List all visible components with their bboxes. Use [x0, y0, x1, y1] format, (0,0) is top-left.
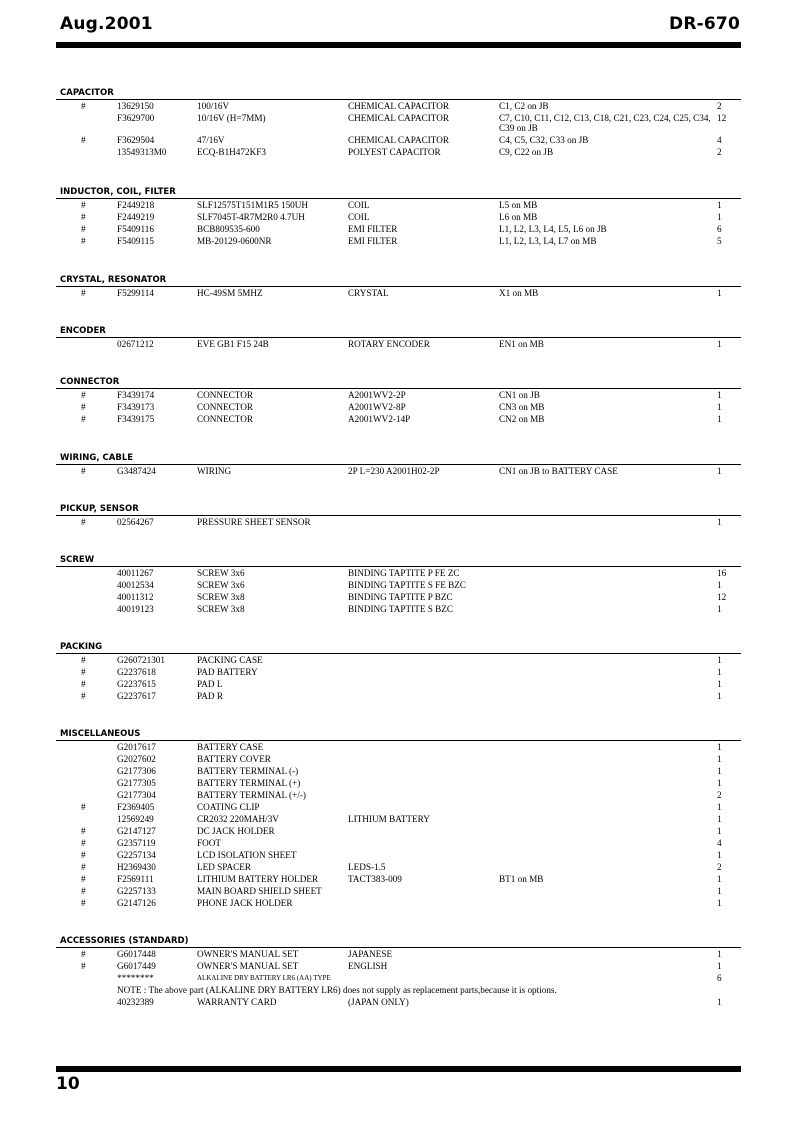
location-cell [499, 591, 711, 592]
table-row [60, 235, 741, 247]
parts-section [60, 376, 741, 425]
part-number-cell: F3439174 [117, 390, 155, 400]
part-number-cell: G2027602 [117, 754, 156, 764]
description-cell: ALKALINE DRY BATTERY LR6 (AA) TYPE [197, 974, 331, 982]
table-row [60, 401, 741, 413]
part-number-cell: F3629504 [117, 135, 155, 145]
part-number-cell: G2177304 [117, 790, 156, 800]
location-cell [499, 897, 711, 898]
section-title: INDUCTOR, COIL, FILTER [60, 187, 176, 197]
quantity-cell: 2 [717, 862, 722, 872]
section-title: CAPACITOR [60, 88, 114, 98]
spec-cell: POLYEST CAPACITOR [348, 147, 441, 157]
description-cell: BATTERY COVER [197, 754, 271, 764]
location-cell [499, 885, 711, 886]
note-row [60, 984, 741, 996]
description-cell: 47/16V [197, 135, 225, 145]
table-row [60, 666, 741, 678]
table-row [60, 873, 741, 885]
spec-cell: A2001WV2-2P [348, 390, 406, 400]
section-title: WIRING, CABLE [60, 453, 134, 463]
mark-cell: # [81, 898, 86, 908]
quantity-cell: 1 [717, 826, 722, 836]
spec-cell: CHEMICAL CAPACITOR [348, 101, 449, 111]
spec-cell: COIL [348, 212, 370, 222]
description-cell: SCREW 3x8 [197, 592, 245, 602]
part-number-cell: F2369405 [117, 802, 155, 812]
table-row [60, 413, 741, 425]
location-cell [499, 567, 711, 568]
location-cell [499, 825, 711, 826]
table-row [60, 516, 741, 528]
table-row [60, 579, 741, 591]
parts-section [60, 325, 741, 350]
description-cell: SLF7045T-4R7M2R0 4.7UH [197, 212, 305, 222]
spec-cell: EMI FILTER [348, 236, 398, 246]
location-cell: C9, C22 on JB [499, 147, 554, 157]
quantity-cell: 1 [717, 814, 722, 824]
spec-cell: COIL [348, 200, 370, 210]
quantity-cell: 1 [717, 949, 722, 959]
part-number-cell: 02564267 [117, 517, 154, 527]
location-cell: BT1 on MB [499, 874, 544, 884]
quantity-cell: 4 [717, 135, 722, 145]
quantity-cell: 1 [717, 691, 722, 701]
quantity-cell: 2 [717, 790, 722, 800]
location-cell [499, 579, 711, 580]
table-row [60, 765, 741, 777]
part-number-cell: G2257133 [117, 886, 156, 896]
quantity-cell: 1 [717, 886, 722, 896]
description-cell: WIRING [197, 466, 232, 476]
section-title: CONNECTOR [60, 377, 120, 387]
table-row [60, 813, 741, 825]
location-cell: X1 on MB [499, 288, 539, 298]
table-row [60, 100, 741, 112]
part-number-cell: G2237615 [117, 679, 156, 689]
quantity-cell: 1 [717, 742, 722, 752]
mark-cell: # [81, 961, 86, 971]
description-cell: PRESSURE SHEET SENSOR [197, 517, 311, 527]
part-number-cell: F3439173 [117, 402, 155, 412]
description-cell: PAD L [197, 679, 223, 689]
part-number-cell: G6017448 [117, 949, 156, 959]
quantity-cell: 1 [717, 212, 722, 222]
location-cell [499, 516, 711, 517]
parts-section [60, 728, 741, 909]
table-row [60, 591, 741, 603]
table-row [60, 146, 741, 158]
parts-section [60, 503, 741, 528]
mark-cell: # [81, 200, 86, 210]
footer-rule [56, 1066, 741, 1072]
quantity-cell: 1 [717, 778, 722, 788]
description-cell: FOOT [197, 838, 221, 848]
table-row [60, 741, 741, 753]
mark-cell: # [81, 874, 86, 884]
mark-cell: # [81, 679, 86, 689]
table-row [60, 199, 741, 211]
mark-cell: # [81, 236, 86, 246]
table-row [60, 801, 741, 813]
table-row [60, 223, 741, 235]
description-cell: BATTERY CASE [197, 742, 264, 752]
parts-section [60, 186, 741, 247]
section-title: PACKING [60, 642, 103, 652]
quantity-cell: 1 [717, 339, 722, 349]
spec-cell: JAPANESE [348, 949, 393, 959]
location-cell [499, 837, 711, 838]
quantity-cell: 2 [717, 147, 722, 157]
quantity-cell: 1 [717, 414, 722, 424]
quantity-cell: 1 [717, 766, 722, 776]
description-cell: DC JACK HOLDER [197, 826, 275, 836]
part-number-cell: 40012534 [117, 580, 154, 590]
part-number-cell: 40011267 [117, 568, 154, 578]
description-cell: 100/16V [197, 101, 230, 111]
location-cell [499, 861, 711, 862]
part-number-cell: F2569111 [117, 874, 154, 884]
part-number-cell: G2357119 [117, 838, 156, 848]
quantity-cell: 1 [717, 466, 722, 476]
location-cell: EN1 on MB [499, 339, 544, 349]
location-cell: C7, C10, C11, C12, C13, C18, C21, C23, C24, C25, C34, C39 on JB [499, 113, 711, 133]
location-cell: C1, C2 on JB [499, 101, 549, 111]
spec-cell: BINDING TAPTITE S FE BZC [348, 580, 467, 590]
mark-cell: # [81, 402, 86, 412]
mark-cell: # [81, 667, 86, 677]
quantity-cell: 2 [717, 101, 722, 111]
description-cell: OWNER'S MANUAL SET [197, 949, 299, 959]
mark-cell: # [81, 691, 86, 701]
table-row [60, 837, 741, 849]
mark-cell: # [81, 390, 86, 400]
location-cell [499, 849, 711, 850]
quantity-cell: 1 [717, 667, 722, 677]
part-number-cell: F3629700 [117, 113, 155, 123]
spec-cell: A2001WV2-8P [348, 402, 406, 412]
mark-cell: # [81, 414, 86, 424]
quantity-cell: 1 [717, 850, 722, 860]
table-row [60, 211, 741, 223]
description-cell: MB-20129-0600NR [197, 236, 272, 246]
spec-cell: LITHIUM BATTERY [348, 814, 430, 824]
part-number-cell: F2449218 [117, 200, 155, 210]
table-row [60, 338, 741, 350]
quantity-cell: 1 [717, 874, 722, 884]
table-row [60, 897, 741, 909]
quantity-cell: 1 [717, 754, 722, 764]
part-number-cell: 13629150 [117, 101, 154, 111]
part-number-cell: G2237618 [117, 667, 156, 677]
mark-cell: # [81, 802, 86, 812]
description-cell: MAIN BOARD SHIELD SHEET [197, 886, 322, 896]
table-row [60, 789, 741, 801]
mark-cell: # [81, 288, 86, 298]
location-cell [499, 765, 711, 766]
part-number-cell: F3439175 [117, 414, 155, 424]
part-number-cell: 02671212 [117, 339, 154, 349]
location-cell: L6 on MB [499, 212, 538, 222]
part-number-cell: F5409115 [117, 236, 154, 246]
quantity-cell: 12 [717, 592, 727, 602]
header-model: DR-670 [669, 14, 740, 34]
table-row [60, 112, 741, 134]
location-cell [499, 741, 711, 742]
spec-cell: BINDING TAPTITE P BZC [348, 592, 453, 602]
quantity-cell: 1 [717, 898, 722, 908]
quantity-cell: 1 [717, 802, 722, 812]
location-cell: CN1 on JB [499, 390, 540, 400]
part-number-cell: G2177305 [117, 778, 156, 788]
quantity-cell: 1 [717, 580, 722, 590]
description-cell: LITHIUM BATTERY HOLDER [197, 874, 319, 884]
description-cell: PAD BATTERY [197, 667, 258, 677]
mark-cell: # [81, 517, 86, 527]
description-cell: PHONE JACK HOLDER [197, 898, 293, 908]
part-number-cell: G2257134 [117, 850, 156, 860]
description-cell: SCREW 3x6 [197, 568, 245, 578]
table-row [60, 678, 741, 690]
location-cell: CN1 on JB to BATTERY CASE [499, 466, 618, 476]
location-cell: L5 on MB [499, 200, 538, 210]
mark-cell: # [81, 466, 86, 476]
spec-cell: CRYSTAL [348, 288, 389, 298]
part-number-cell: 40232389 [117, 997, 154, 1007]
description-cell: CONNECTOR [197, 402, 253, 412]
description-cell: BATTERY TERMINAL (+) [197, 778, 301, 788]
table-row [60, 861, 741, 873]
spec-cell: BINDING TAPTITE P FE ZC [348, 568, 460, 578]
table-row [60, 825, 741, 837]
description-cell: SLF12575T151M1R5 150UH [197, 200, 309, 210]
location-cell [499, 666, 711, 667]
location-cell: L1, L2, L3, L4, L5, L6 on JB [499, 224, 607, 234]
parts-section [60, 554, 741, 615]
quantity-cell: 1 [717, 997, 722, 1007]
mark-cell: # [81, 826, 86, 836]
section-title: MISCELLANEOUS [60, 729, 141, 739]
part-number-cell: G2177306 [117, 766, 156, 776]
location-cell [499, 996, 711, 997]
note-text: NOTE : The above part (ALKALINE DRY BATTERY LR6) does not supply as replacement parts,because it is options. [117, 985, 557, 995]
location-cell [499, 801, 711, 802]
part-number-cell: 12569249 [117, 814, 154, 824]
quantity-cell: 1 [717, 200, 722, 210]
description-cell: CR2032 220MAH/3V [197, 814, 279, 824]
table-row [60, 753, 741, 765]
part-number-cell: G2147126 [117, 898, 156, 908]
quantity-cell: 1 [717, 390, 722, 400]
location-cell [499, 753, 711, 754]
part-number-cell: G2147127 [117, 826, 156, 836]
table-row [60, 134, 741, 146]
part-number-cell: G260721301 [117, 655, 165, 665]
description-cell: BCB809535-600 [197, 224, 260, 234]
location-cell [499, 948, 711, 949]
location-cell: C4, C5, C32, C33 on JB [499, 135, 589, 145]
mark-cell: # [81, 224, 86, 234]
quantity-cell: 4 [717, 838, 722, 848]
mark-cell: # [81, 850, 86, 860]
quantity-cell: 6 [717, 224, 722, 234]
parts-section [60, 87, 741, 158]
section-title: SCREW [60, 555, 95, 565]
part-number-cell: G6017449 [117, 961, 156, 971]
parts-section [60, 274, 741, 299]
location-cell: L1, L2, L3, L4, L7 on MB [499, 236, 597, 246]
description-cell: CONNECTOR [197, 414, 253, 424]
mark-cell: # [81, 135, 86, 145]
spec-cell: 2P L=230 A2001H02-2P [348, 466, 440, 476]
location-cell [499, 678, 711, 679]
description-cell: SCREW 3x6 [197, 580, 245, 590]
description-cell: SCREW 3x8 [197, 604, 245, 614]
part-number-cell: 40019123 [117, 604, 154, 614]
mark-cell: # [81, 655, 86, 665]
header-rule [56, 42, 741, 48]
table-row [60, 996, 741, 1008]
quantity-cell: 1 [717, 402, 722, 412]
parts-section [60, 452, 741, 477]
mark-cell: # [81, 838, 86, 848]
spec-cell: LEDS-1.5 [348, 862, 386, 872]
mark-cell: # [81, 862, 86, 872]
table-row [60, 972, 741, 984]
quantity-cell: 16 [717, 568, 727, 578]
table-row [60, 389, 741, 401]
page-number: 10 [56, 1074, 80, 1094]
part-number-cell: F2449219 [117, 212, 155, 222]
spec-cell: ENGLISH [348, 961, 388, 971]
quantity-cell: 1 [717, 655, 722, 665]
part-number-cell: ******** [117, 973, 154, 983]
spec-cell: A2001WV2-14P [348, 414, 411, 424]
part-number-cell: 40011312 [117, 592, 154, 602]
location-cell [499, 972, 711, 973]
location-cell [499, 603, 711, 604]
location-cell [499, 813, 711, 814]
location-cell [499, 789, 711, 790]
description-cell: PACKING CASE [197, 655, 263, 665]
section-title: ACCESSORIES (STANDARD) [60, 936, 189, 946]
description-cell: ECQ-B1H472KF3 [197, 147, 266, 157]
quantity-cell: 1 [717, 679, 722, 689]
part-number-cell: F5299114 [117, 288, 154, 298]
description-cell: BATTERY TERMINAL (+/-) [197, 790, 306, 800]
mark-cell: # [81, 949, 86, 959]
table-row [60, 603, 741, 615]
quantity-cell: 1 [717, 604, 722, 614]
spec-cell: (JAPAN ONLY) [348, 997, 409, 1007]
quantity-cell: 6 [717, 973, 722, 983]
description-cell: CONNECTOR [197, 390, 253, 400]
header-date: Aug.2001 [60, 14, 153, 34]
location-cell [499, 777, 711, 778]
spec-cell: CHEMICAL CAPACITOR [348, 113, 449, 123]
table-row [60, 885, 741, 897]
spec-cell: TACT383-009 [348, 874, 402, 884]
description-cell: PAD R [197, 691, 223, 701]
mark-cell: # [81, 212, 86, 222]
location-cell: CN3 on MB [499, 402, 545, 412]
table-row [60, 948, 741, 960]
part-number-cell: G2017617 [117, 742, 156, 752]
part-number-cell: H2369430 [117, 862, 156, 872]
spec-cell: BINDING TAPTITE S BZC [348, 604, 454, 614]
spec-cell: CHEMICAL CAPACITOR [348, 135, 449, 145]
table-row [60, 777, 741, 789]
table-row [60, 465, 741, 477]
parts-list [60, 61, 741, 1008]
description-cell: LED SPACER [197, 862, 252, 872]
location-cell [499, 654, 711, 655]
description-cell: 10/16V (H=7MM) [197, 113, 266, 123]
quantity-cell: 1 [717, 517, 722, 527]
mark-cell: # [81, 886, 86, 896]
table-row [60, 567, 741, 579]
quantity-cell: 5 [717, 236, 722, 246]
description-cell: HC-49SM 5MHZ [197, 288, 263, 298]
part-number-cell: G3487424 [117, 466, 156, 476]
section-title: ENCODER [60, 326, 106, 336]
table-row [60, 287, 741, 299]
parts-section [60, 641, 741, 702]
quantity-cell: 1 [717, 288, 722, 298]
location-cell: CN2 on MB [499, 414, 545, 424]
description-cell: EVE GB1 F15 24B [197, 339, 269, 349]
mark-cell: # [81, 101, 86, 111]
location-cell [499, 690, 711, 691]
description-cell: OWNER'S MANUAL SET [197, 961, 299, 971]
description-cell: BATTERY TERMINAL (-) [197, 766, 299, 776]
part-number-cell: G2237617 [117, 691, 156, 701]
quantity-cell: 1 [717, 961, 722, 971]
description-cell: LCD ISOLATION SHEET [197, 850, 297, 860]
table-row [60, 960, 741, 972]
description-cell: WARRANTY CARD [197, 997, 277, 1007]
parts-section [60, 935, 741, 1008]
table-row [60, 690, 741, 702]
quantity-cell: 12 [717, 113, 727, 123]
section-title: PICKUP, SENSOR [60, 504, 139, 514]
section-title: CRYSTAL, RESONATOR [60, 275, 167, 285]
table-row [60, 654, 741, 666]
part-number-cell: F5409116 [117, 224, 154, 234]
location-cell [499, 960, 711, 961]
table-row [60, 849, 741, 861]
spec-cell: ROTARY ENCODER [348, 339, 430, 349]
description-cell: COATING CLIP [197, 802, 260, 812]
spec-cell: EMI FILTER [348, 224, 398, 234]
part-number-cell: 13549313M0 [117, 147, 167, 157]
